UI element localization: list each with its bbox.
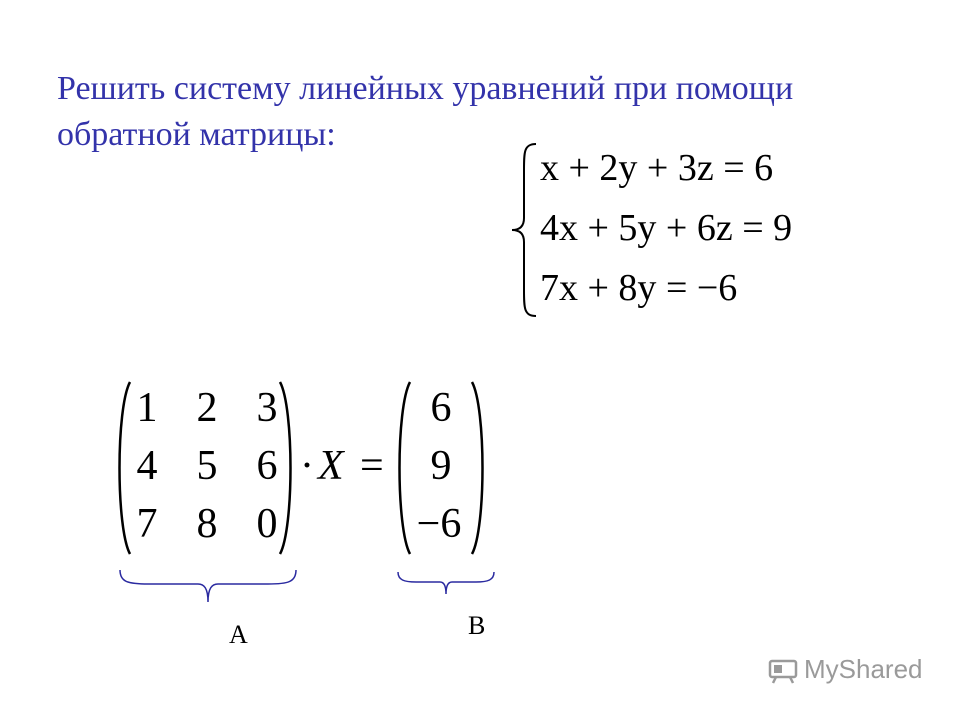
- equation-3: [540, 266, 737, 310]
- equation-3-rhs: = −6: [665, 267, 738, 309]
- equation-1: [540, 146, 773, 190]
- vector-b-cell: 6: [430, 385, 452, 431]
- title-line-2: обратной матрицы:: [57, 116, 336, 153]
- label-b: B: [468, 611, 486, 640]
- slide-title: [57, 66, 917, 158]
- watermark-text: MyShared: [804, 654, 923, 684]
- vector-b-cell: −6: [416, 501, 462, 547]
- matrix-a-cell: 4: [136, 443, 158, 489]
- system-brace: [508, 140, 540, 320]
- multiplication-dot: ·: [300, 443, 314, 489]
- variable-x: X: [318, 443, 344, 489]
- equation-1-lhs: x + 2y + 3z: [540, 147, 714, 189]
- underbrace-b: [396, 570, 496, 604]
- matrix-a-cell: 1: [136, 385, 158, 431]
- matrix-a-cell: 6: [256, 443, 278, 489]
- equation-2: [540, 206, 792, 250]
- projector-icon: [768, 655, 798, 685]
- title-line-1: Решить систему линейных уравнений при помощи: [57, 70, 794, 107]
- watermark-logo: [768, 654, 923, 685]
- underbrace-a: [118, 568, 298, 608]
- equation-2-rhs: = 9: [742, 207, 793, 249]
- matrix-a-cell: 8: [196, 501, 218, 547]
- vector-b-cell: 9: [430, 443, 452, 489]
- matrix-a-cell: 7: [136, 501, 158, 547]
- label-a: A: [229, 620, 248, 649]
- matrix-a-cell: 2: [196, 385, 218, 431]
- equation-2-lhs: 4x + 5y + 6z: [540, 207, 733, 249]
- matrix-a-cell: 0: [256, 501, 278, 547]
- equation-3-lhs: 7x + 8y: [540, 267, 657, 309]
- equals-sign: =: [360, 443, 384, 489]
- matrix-a-cell: 5: [196, 443, 218, 489]
- equation-1-rhs: = 6: [723, 147, 774, 189]
- matrix-a-cell: 3: [256, 385, 278, 431]
